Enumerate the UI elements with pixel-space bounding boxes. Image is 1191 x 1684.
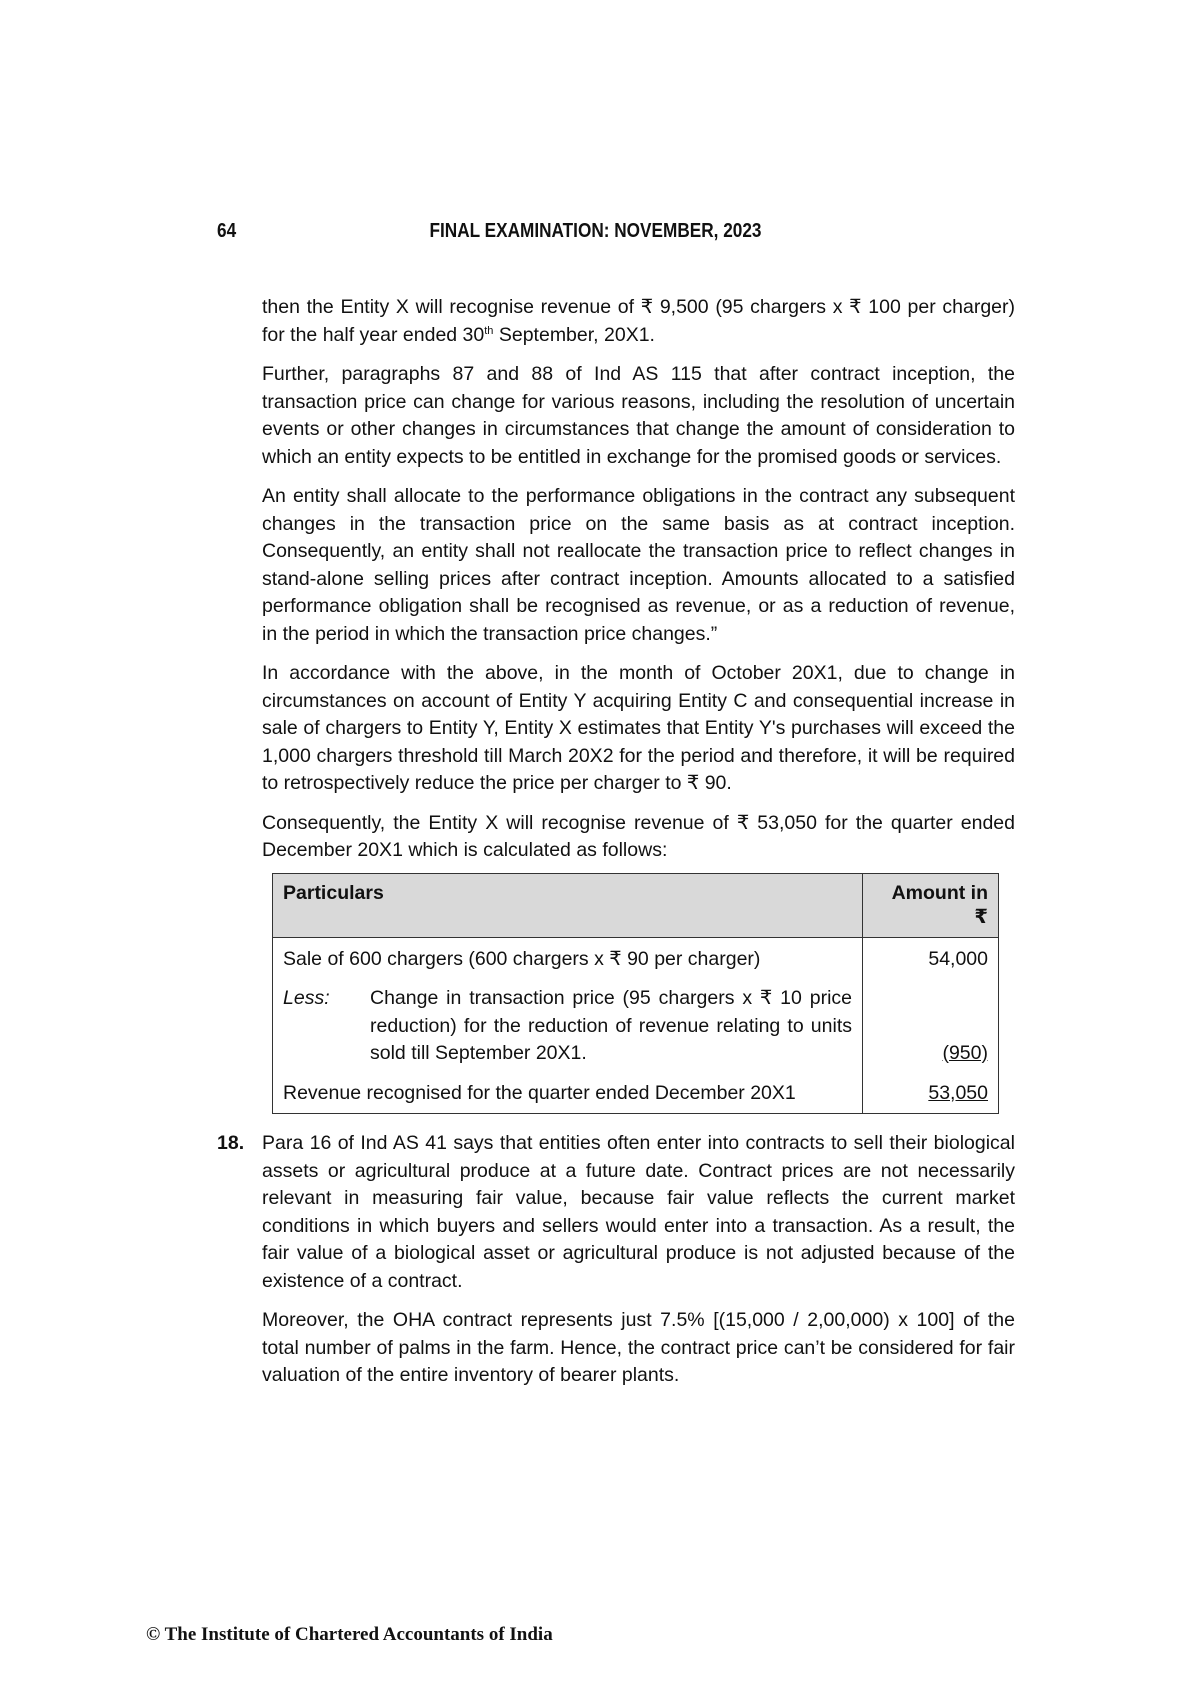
table-row [273, 979, 999, 1074]
question-number: 18. [217, 1132, 245, 1154]
less-label: Less: [283, 987, 330, 1009]
page-title: FINAL EXAMINATION: NOVEMBER, 2023 [429, 220, 762, 242]
row-less-particulars: Change in transaction price (95 chargers x ₹ 10 price reduction) for the reduction of revenue relating to units sold till September 20X1. [370, 987, 852, 1064]
row-less-amount: (950) [942, 1041, 988, 1064]
row-total-amount: 53,050 [928, 1081, 988, 1104]
row-total-particulars: Revenue recognised for the quarter ended December 20X1 [273, 1074, 863, 1114]
paragraph-text: September, 20X1. [493, 323, 655, 346]
document-body [217, 294, 1015, 1402]
table-header-row [273, 873, 999, 937]
revenue-calculation-table [272, 873, 999, 1115]
paragraph-text: then the Entity X will recognise revenue of ₹ 9,500 (95 chargers x ₹ 100 per charger) for the half year ended 30 [262, 296, 1015, 346]
header-particulars: Particulars [273, 873, 863, 937]
row-total-amount-cell [863, 1074, 999, 1114]
row-sale-particulars: Sale of 600 chargers (600 chargers x ₹ 90 per charger) [273, 937, 863, 979]
paragraph-revenue-half-year [262, 294, 1015, 349]
paragraph-allocation: An entity shall allocate to the performance obligations in the contract any subsequent changes in the transaction price on the same basis as at contract inception. Consequently, an entity shall not reallocate the transaction price to reflect changes in stand-alone selling prices after contract inception. Amounts allocated to a satisfied performance obligation shall be recognised as revenue, or as a reduction of revenue, in the period in which the transaction price changes.” [262, 485, 1015, 645]
row-sale-amount: 54,000 [863, 937, 999, 979]
paragraph-ind-as-115: Further, paragraphs 87 and 88 of Ind AS 115 that after contract inception, the transaction price can change for various reasons, including the resolution of uncertain events or other changes in circumstances that change the amount of consideration to which an entity expects to be entitled in exchange for the promised goods or services. [262, 363, 1015, 468]
row-less-amount-cell [863, 979, 999, 1074]
paragraph-quarter-revenue: Consequently, the Entity X will recognise revenue of ₹ 53,050 for the quarter ended December 20X1 which is calculated as follows: [262, 811, 1015, 861]
question-18 [217, 1130, 1015, 1390]
row-less-cell [273, 979, 863, 1074]
table-row [273, 1074, 999, 1114]
header-amount: Amount in ₹ [863, 873, 999, 937]
paragraph-october-estimate: In accordance with the above, in the month of October 20X1, due to change in circumstances on account of Entity Y acquiring Entity C and consequential increase in sale of chargers to Entity Y, Entity X estimates that Entity Y's purchases will exceed the 1,000 chargers threshold till March 20X2 for the period and therefore, it will be required to retrospectively reduce the price per charger to ₹ 90. [262, 662, 1015, 794]
table-row [273, 937, 999, 979]
paragraph-ind-as-41: Para 16 of Ind AS 41 says that entities often enter into contracts to sell their biological assets or agricultural produce at a future date. Contract prices are not necessarily relevant in measuring fair value, because fair value reflects the current market conditions in which buyers and sellers would enter into a transaction. As a result, the fair value of a biological asset or agricultural produce is not adjusted because of the existence of a contract. [262, 1132, 1015, 1292]
footer-copyright: © The Institute of Chartered Accountants of India [146, 1624, 553, 1645]
page-number: 64 [217, 220, 237, 242]
paragraph-oha-contract: Moreover, the OHA contract represents just 7.5% [(15,000 / 2,00,000) x 100] of the total number of palms in the farm. Hence, the contract price can’t be considered for fair valuation of the entire inventory of bearer plants. [262, 1309, 1015, 1386]
superscript-th: th [484, 324, 494, 337]
